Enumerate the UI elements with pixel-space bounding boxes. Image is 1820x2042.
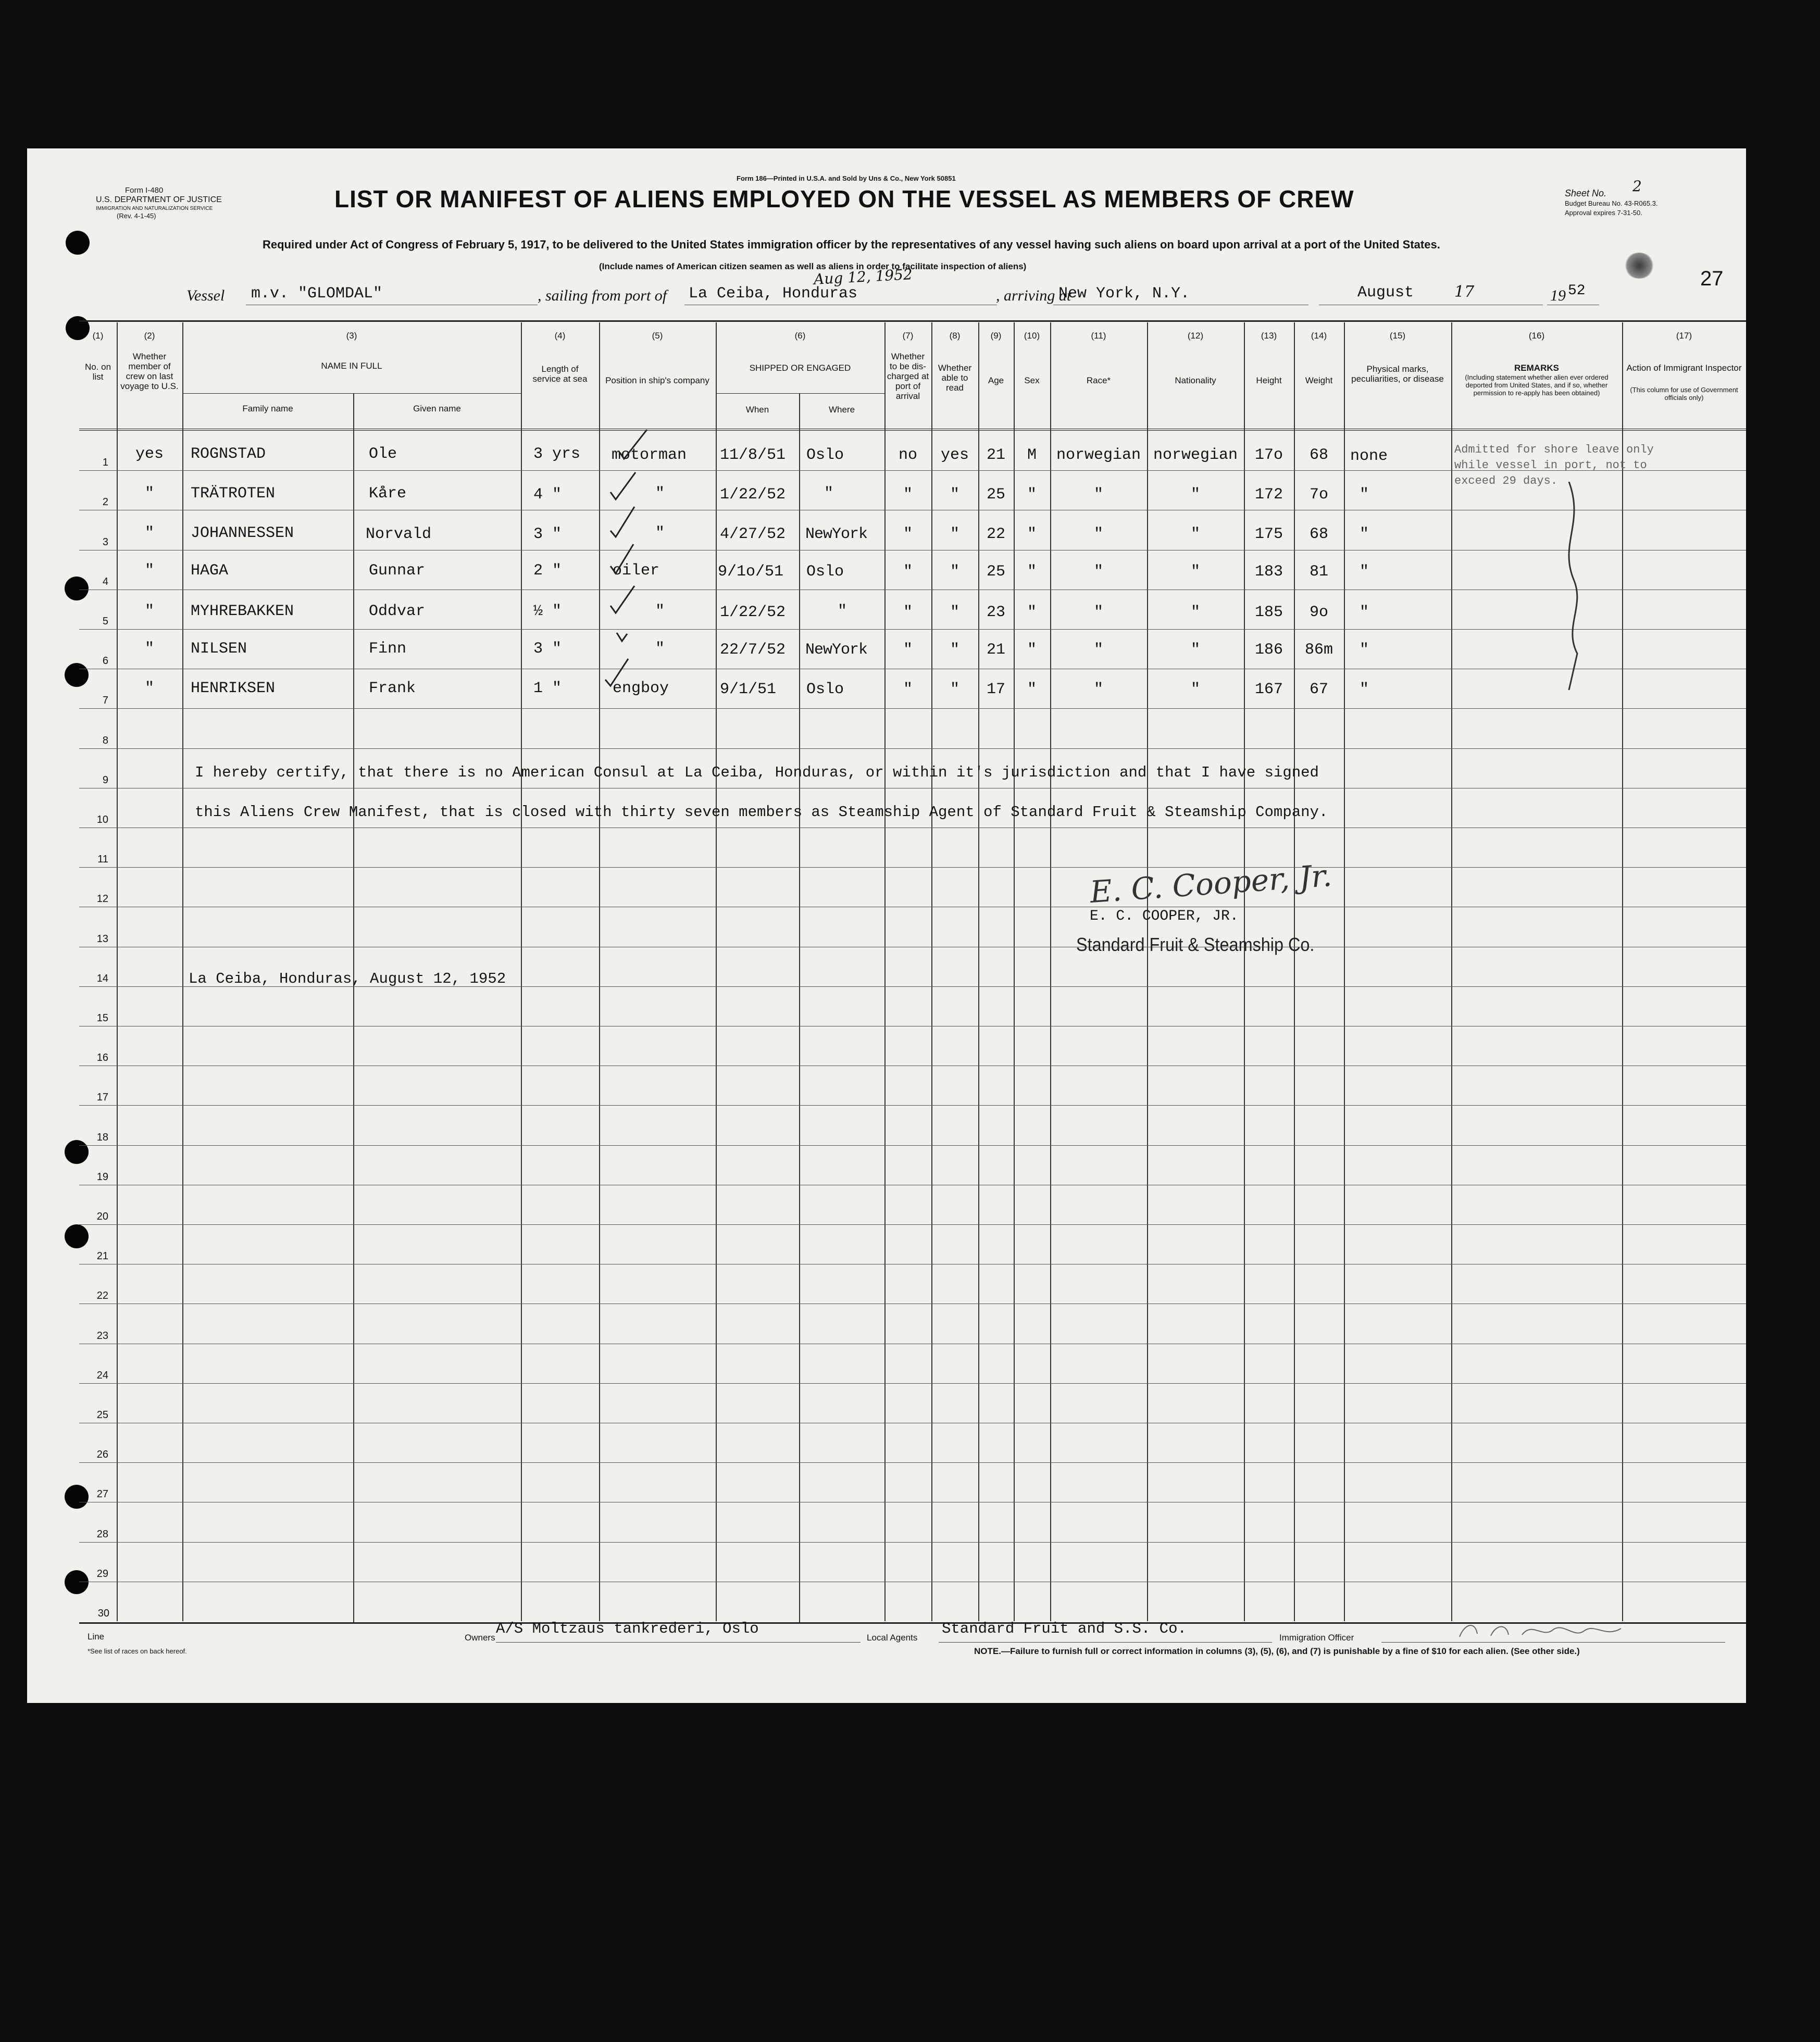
row-rule — [79, 1462, 1746, 1463]
column-divider — [117, 322, 118, 1621]
signature: E. C. Cooper, Jr. — [1089, 857, 1333, 910]
arrival-month: August — [1357, 284, 1414, 302]
arrival-year-prefix: 19 — [1550, 287, 1566, 304]
cell-position: engboy — [613, 680, 669, 697]
col-num: (14) — [1311, 331, 1327, 341]
cell-service: 1 " — [533, 680, 562, 697]
cell-height: 185 — [1254, 604, 1283, 621]
arrival-year-suffix: 52 — [1568, 283, 1586, 299]
cell-family-name: NILSEN — [191, 640, 247, 658]
arriving-label: , arriving at — [996, 287, 1071, 304]
column-divider — [1244, 322, 1245, 1621]
page-title: LIST OR MANIFEST OF ALIENS EMPLOYED ON THE VESSEL AS MEMBERS OF CREW — [334, 185, 1354, 212]
row-rule — [79, 1105, 1746, 1106]
header-inspector-sub: (This column for use of Government officials only) — [1630, 386, 1738, 402]
remark-line: while vessel in port, not to — [1454, 459, 1647, 472]
column-divider — [353, 393, 354, 1622]
cell-race: " — [1093, 563, 1103, 581]
footer-agents: Standard Fruit and S.S. Co. — [942, 1620, 1187, 1637]
subheader-rule — [716, 393, 884, 394]
cell-where: NewYork — [805, 525, 868, 543]
cell-age: 17 — [986, 681, 1005, 698]
header-nationality: Nationality — [1175, 375, 1216, 385]
cell-service: 4 " — [533, 486, 562, 504]
cell-sex: " — [1027, 641, 1037, 659]
department: U.S. DEPARTMENT OF JUSTICE — [96, 195, 222, 204]
column-divider — [716, 322, 717, 1621]
check-mark — [605, 659, 628, 686]
cell-prev-voyage: yes — [135, 445, 164, 463]
cell-height: 172 — [1254, 486, 1283, 504]
cell-prev-voyage: " — [144, 524, 154, 542]
agents-rule — [939, 1642, 1272, 1643]
row-rule — [79, 748, 1746, 749]
row-rule — [79, 867, 1746, 868]
cell-family-name: HAGA — [191, 562, 229, 580]
header-height: Height — [1256, 375, 1282, 385]
col-num: (8) — [949, 331, 961, 341]
cell-when: 1/22/52 — [720, 604, 786, 621]
cell-family-name: MYHREBAKKEN — [191, 603, 294, 620]
cell-read: " — [950, 641, 959, 659]
punch-hole — [66, 231, 90, 255]
header-inspector: Action of Immigrant Inspector — [1626, 363, 1742, 373]
row-number: 1 — [102, 457, 108, 468]
cell-where: Oslo — [806, 563, 844, 581]
row-number: 20 — [96, 1211, 108, 1222]
cell-height: 186 — [1254, 641, 1283, 659]
signer-name: E. C. COOPER, JR. — [1090, 908, 1239, 924]
cell-age: 22 — [986, 525, 1005, 543]
cell-position: " — [655, 485, 665, 503]
row-number: 24 — [96, 1370, 108, 1381]
col-num: (6) — [794, 331, 806, 341]
arriving-port: New York, N.Y. — [1058, 285, 1190, 303]
footer-note: NOTE.—Failure to furnish full or correct information in columns (3), (5), (6), and (7) is punishable by a fine of $10 for each alien. (See other side.) — [974, 1646, 1580, 1656]
cell-when: 1/22/52 — [720, 486, 786, 504]
cell-weight: 9o — [1309, 604, 1328, 621]
column-divider — [799, 393, 800, 1622]
column-divider — [1147, 322, 1148, 1621]
sailing-port: La Ceiba, Honduras — [689, 285, 858, 303]
cell-service: 3 yrs — [533, 445, 581, 463]
col-num: (1) — [92, 331, 104, 341]
cell-nationality: " — [1190, 604, 1200, 621]
header-family-name: Family name — [242, 404, 293, 414]
row-number: 3 — [102, 536, 108, 548]
row-number: 18 — [96, 1132, 108, 1143]
cell-read: " — [950, 604, 959, 621]
cell-age: 21 — [986, 641, 1005, 659]
cell-weight: 67 — [1309, 681, 1328, 698]
remark-line: Admitted for shore leave only — [1454, 443, 1654, 456]
row-number: 27 — [96, 1488, 108, 1500]
column-divider — [978, 322, 979, 1621]
cell-when: 9/1o/51 — [718, 563, 784, 581]
row-number: 9 — [102, 774, 108, 786]
cell-height: 17o — [1254, 446, 1283, 464]
cell-position: " — [655, 524, 665, 542]
header-where: Where — [828, 405, 855, 415]
officer-signature — [1454, 1618, 1642, 1644]
check-mark — [610, 586, 634, 613]
col-num: (16) — [1528, 331, 1545, 341]
cell-prev-voyage: " — [144, 485, 154, 503]
cell-given-name: Kåre — [369, 485, 407, 503]
column-divider — [1344, 322, 1345, 1621]
officer-rule — [1381, 1642, 1725, 1643]
row-number: 8 — [102, 735, 108, 746]
cell-nationality: " — [1190, 525, 1200, 543]
column-divider — [1451, 322, 1452, 1621]
col-num: (17) — [1676, 331, 1692, 341]
cell-read: " — [950, 525, 959, 543]
col-num: (15) — [1389, 331, 1406, 341]
cell-race: " — [1093, 525, 1103, 543]
cell-discharged: no — [898, 446, 917, 464]
cell-sex: " — [1027, 486, 1037, 504]
cell-nationality: " — [1190, 563, 1200, 581]
arrival-day: 17 — [1454, 283, 1475, 301]
cell-weight: 68 — [1309, 525, 1328, 543]
ditto-brace — [1553, 482, 1590, 690]
form-id: Form I-480 — [125, 186, 164, 195]
subheader-rule — [182, 393, 521, 394]
check-marks — [590, 430, 652, 690]
column-divider — [1014, 322, 1015, 1621]
service: IMMIGRATION AND NATURALIZATION SERVICE — [96, 206, 213, 211]
cell-given-name: Norvald — [366, 525, 432, 543]
row-number: 2 — [102, 496, 108, 508]
cell-race: " — [1093, 604, 1103, 621]
row-number: 14 — [96, 973, 108, 984]
header-shipped: SHIPPED OR ENGAGED — [749, 363, 851, 373]
row-number: 13 — [96, 933, 108, 945]
cell-where: NewYork — [805, 641, 868, 659]
header-when: When — [745, 405, 769, 415]
check-mark — [617, 633, 627, 641]
col-num: (11) — [1091, 331, 1106, 341]
cell-weight: 81 — [1309, 563, 1328, 581]
row-number: 19 — [96, 1171, 108, 1183]
cell-where: Oslo — [806, 681, 844, 698]
header-name-in-full: NAME IN FULL — [321, 361, 382, 371]
cell-marks: " — [1360, 641, 1369, 659]
footer-line-label: Line — [88, 1632, 105, 1642]
required-line: Required under Act of Congress of February 5, 1917, to be delivered to the United States immigration officer by the representatives of any vessel having such aliens on board upon arrival at a port of the United States. — [263, 238, 1440, 251]
cell-when: 9/1/51 — [720, 681, 777, 698]
cell-nationality: norwegian — [1153, 446, 1238, 464]
header-physical-marks: Physical marks, peculiarities, or disease — [1351, 364, 1444, 384]
column-divider — [931, 322, 932, 1621]
check-mark — [610, 507, 634, 537]
header-able-read: Whether able to read — [938, 363, 972, 393]
sailing-date-handwritten: Aug 12, 1952 — [813, 266, 913, 288]
header-position: Position in ship's company — [605, 375, 709, 385]
header-prev-voyage: Whether member of crew on last voyage to U.S. — [120, 352, 179, 391]
header-age: Age — [988, 375, 1004, 385]
header-sex: Sex — [1024, 375, 1040, 385]
footer-agents-label: Local Agents — [867, 1633, 918, 1643]
column-divider — [1050, 322, 1051, 1621]
cell-marks: " — [1360, 681, 1369, 698]
column-divider — [1622, 322, 1623, 1621]
cell-nationality: " — [1190, 641, 1200, 659]
cell-age: 23 — [986, 604, 1005, 621]
cell-race: norwegian — [1056, 446, 1141, 464]
row-rule — [79, 629, 1746, 630]
cell-age: 25 — [986, 486, 1005, 504]
cell-sex: " — [1027, 563, 1037, 581]
check-mark — [610, 472, 635, 499]
cell-discharged: " — [903, 681, 913, 698]
row-number: 12 — [96, 893, 108, 905]
cell-family-name: HENRIKSEN — [191, 680, 276, 697]
cell-race: " — [1093, 641, 1103, 659]
row-number: 17 — [96, 1092, 108, 1103]
cell-service: 2 " — [533, 562, 562, 580]
cell-given-name: Gunnar — [369, 562, 426, 580]
header-remarks: REMARKS — [1514, 363, 1559, 373]
certification-line: I hereby certify, that there is no American Consul at La Ceiba, Honduras, or within it's jurisdiction and that I have signed — [195, 764, 1319, 781]
footer-owners: A/S Moltzaus tankrederi, Oslo — [496, 1620, 759, 1637]
header-discharged: Whether to be dis-charged at port of arrival — [887, 352, 929, 401]
cell-family-name: ROGNSTAD — [191, 445, 266, 463]
company-stamp: Standard Fruit & Steamship Co. — [1076, 934, 1315, 955]
cell-marks: " — [1360, 563, 1369, 581]
row-number: 25 — [96, 1409, 108, 1421]
cell-age: 21 — [986, 446, 1005, 464]
cell-weight: 7o — [1309, 486, 1328, 504]
cell-sex: " — [1027, 681, 1037, 698]
place-date: La Ceiba, Honduras, August 12, 1952 — [189, 970, 506, 987]
column-divider — [884, 322, 886, 1621]
row-rule — [79, 1542, 1746, 1543]
header-no-on-list: No. on list — [84, 362, 111, 382]
row-number: 28 — [96, 1529, 108, 1540]
row-number: 6 — [102, 655, 108, 667]
cell-height: 167 — [1254, 681, 1283, 698]
cell-discharged: " — [903, 641, 913, 659]
printer-line: Form 186—Printed in U.S.A. and Sold by Uns & Co., New York 50851 — [737, 174, 956, 182]
cell-age: 25 — [986, 563, 1005, 581]
table-top-rule — [79, 320, 1746, 322]
header-length-service: Length of service at sea — [532, 364, 588, 384]
cell-marks: " — [1360, 486, 1369, 504]
row-number: 26 — [96, 1449, 108, 1460]
cell-marks: " — [1360, 525, 1369, 543]
cell-where: " — [838, 603, 847, 620]
cell-prev-voyage: " — [144, 680, 154, 697]
revision: (Rev. 4-1-45) — [117, 212, 156, 220]
page-number: 27 — [1700, 267, 1724, 290]
cell-family-name: JOHANNESSEN — [191, 524, 294, 542]
row-number: 23 — [96, 1330, 108, 1342]
cell-race: " — [1093, 681, 1103, 698]
cell-read: " — [950, 486, 959, 504]
header-given-name: Given name — [413, 404, 461, 414]
row-number: 11 — [97, 854, 108, 865]
row-rule — [79, 1145, 1746, 1146]
col-num: (3) — [346, 331, 357, 341]
row-rule — [79, 1383, 1746, 1384]
column-divider — [1294, 322, 1295, 1621]
cell-discharged: " — [903, 525, 913, 543]
check-mark — [610, 544, 633, 573]
cell-discharged: " — [903, 604, 913, 621]
cell-given-name: Ole — [369, 445, 397, 463]
cell-when: 4/27/52 — [720, 525, 786, 543]
row-number: 5 — [102, 616, 108, 627]
footer-officer-label: Immigration Officer — [1279, 1633, 1354, 1643]
cell-when: 11/8/51 — [720, 446, 786, 464]
row-number: 22 — [96, 1290, 108, 1301]
approval: Approval expires 7-31-50. — [1565, 209, 1642, 217]
cell-position: " — [655, 603, 665, 620]
cell-race: " — [1093, 486, 1103, 504]
row-number: 21 — [96, 1250, 108, 1262]
manifest-page — [27, 148, 1746, 1703]
col-num: (5) — [652, 331, 663, 341]
col-num: (7) — [902, 331, 914, 341]
row-number: 30 — [97, 1608, 109, 1619]
cell-read: " — [950, 681, 959, 698]
cell-weight: 86m — [1304, 641, 1333, 659]
sheet-number: 2 — [1632, 178, 1642, 195]
col-num: (2) — [144, 331, 155, 341]
col-num: (10) — [1024, 331, 1040, 341]
col-num: (4) — [554, 331, 566, 341]
row-number: 10 — [96, 814, 108, 825]
table-header-rule — [79, 429, 1746, 431]
col-num: (13) — [1261, 331, 1277, 341]
cell-sex: " — [1027, 604, 1037, 621]
cell-position: oiler — [613, 562, 660, 580]
cell-prev-voyage: " — [144, 562, 154, 580]
cell-position: " — [655, 640, 665, 658]
row-number: 29 — [96, 1568, 108, 1580]
vessel-name: m.v. "GLOMDAL" — [251, 285, 383, 303]
col-num: (12) — [1187, 331, 1204, 341]
include-line: (Include names of American citizen seamen as well as aliens in order to facilitate inspection of aliens) — [599, 261, 1027, 271]
col-num: (9) — [990, 331, 1002, 341]
certification-line: this Aliens Crew Manifest, that is closed with thirty seven members as Steamship Agent of Standard Fruit & Steamship Company. — [195, 804, 1328, 821]
cell-where: Oslo — [806, 446, 844, 464]
cell-position: motorman — [612, 446, 687, 464]
cell-marks: none — [1350, 447, 1388, 465]
cell-read: " — [950, 563, 959, 581]
cell-nationality: " — [1190, 486, 1200, 504]
cell-nationality: " — [1190, 681, 1200, 698]
ink-blot — [1624, 253, 1655, 279]
sheet-label: Sheet No. — [1565, 188, 1607, 198]
row-number: 7 — [102, 695, 108, 706]
cell-read: yes — [940, 446, 969, 464]
column-divider — [182, 322, 183, 1621]
vessel-label: Vessel — [186, 287, 225, 304]
row-number: 15 — [96, 1012, 108, 1024]
remark-line: exceed 29 days. — [1454, 474, 1558, 487]
sailing-label: , sailing from port of — [538, 287, 667, 304]
cell-discharged: " — [903, 563, 913, 581]
cell-prev-voyage: " — [144, 603, 154, 620]
cell-service: ½ " — [533, 603, 562, 620]
header-remarks-sub: (Including statement whether alien ever ordered deported from United States, and if so, whether permission to re-apply has been obtained) — [1465, 373, 1609, 397]
header-race: Race* — [1086, 375, 1111, 385]
cell-discharged: " — [903, 486, 913, 504]
cell-service: 3 " — [533, 525, 562, 543]
cell-when: 22/7/52 — [720, 641, 786, 659]
cell-given-name: Finn — [369, 640, 407, 658]
column-divider — [521, 322, 522, 1621]
cell-sex: " — [1027, 525, 1037, 543]
cell-prev-voyage: " — [144, 640, 154, 658]
row-number: 16 — [96, 1052, 108, 1063]
cell-service: 3 " — [533, 640, 562, 658]
row-rule — [79, 1224, 1746, 1225]
owners-rule — [496, 1642, 861, 1643]
cell-given-name: Oddvar — [369, 603, 426, 620]
check-mark — [620, 430, 647, 459]
row-rule — [79, 708, 1746, 709]
cell-height: 183 — [1254, 563, 1283, 581]
cell-given-name: Frank — [369, 680, 416, 697]
cell-family-name: TRÄTROTEN — [191, 485, 276, 503]
cell-weight: 68 — [1309, 446, 1328, 464]
cell-sex: M — [1027, 446, 1037, 464]
footer-owners-label: Owners — [465, 1633, 495, 1643]
cell-height: 175 — [1254, 525, 1283, 543]
footer-races-note: *See list of races on back hereof. — [88, 1647, 187, 1655]
punch-hole — [65, 1224, 89, 1248]
row-number: 4 — [102, 576, 108, 587]
budget-bureau: Budget Bureau No. 43-R065.3. — [1565, 199, 1658, 207]
cell-where: " — [824, 485, 834, 503]
cell-marks: " — [1360, 604, 1369, 621]
header-weight: Weight — [1305, 375, 1333, 385]
